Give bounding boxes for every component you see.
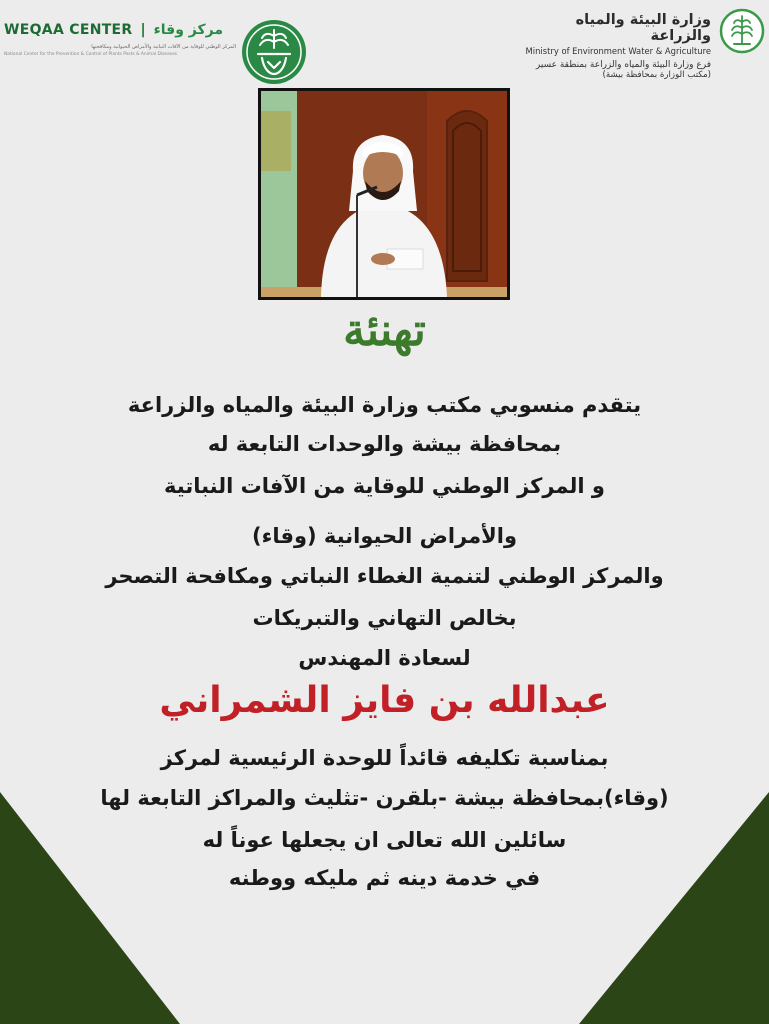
portrait-photo [258,88,510,300]
ministry-header [521,12,711,80]
body-line-7: لسعادة المهندس [298,646,471,670]
corner-decoration-left [0,792,180,1024]
ministry-logo-icon [719,8,765,54]
weqaa-header [4,22,236,58]
body-line-6: بخالص التهاني والتبريكات [252,606,517,630]
weqaa-separator: | [140,22,146,38]
body-line-5: والمركز الوطني لتنمية الغطاء النباتي ومكافحة التصحر [105,564,664,588]
body-line-3: و المركز الوطني للوقاية من الآفات النباتية [164,474,605,498]
ministry-name-ar: وزارة البيئة والمياه والزراعة [575,12,711,44]
ministry-office: (مكتب الوزارة بمحافظة بيشة) [602,70,711,80]
body-line-4: والأمراض الحيوانية (وقاء) [252,524,517,548]
body-line-1: يتقدم منسوبي مكتب وزارة البيئة والمياه والزراعة [127,393,642,417]
closing-line-4: في خدمة دينه ثم مليكه ووطنه [228,866,541,890]
portrait-illustration [261,91,507,297]
corner-decoration-right [579,792,769,1024]
weqaa-subtitle-en: National Center for the Prevention & Control of Plants Pests & Animal Diseases [4,52,178,57]
weqaa-name-en: WEQAA CENTER [4,22,133,38]
honoree-name: عبدالله بن فايز الشمراني [159,680,610,721]
closing-line-3: سائلين الله تعالى ان يجعلها عوناً له [202,828,567,852]
weqaa-logo-icon [240,18,308,86]
weqaa-subtitle-ar: المركز الوطني للوقاية من الآفات النباتية والأمراض الحيوانية ومكافحتها [91,44,236,50]
ministry-name-en: Ministry of Environment Water & Agriculture [525,46,711,56]
closing-line-2: (وقاء)بمحافظة بيشة -بلقرن -تثليث والمراكز التابعة لها [100,786,669,810]
greeting-title: تهنئة [343,305,426,356]
closing-line-1: بمناسبة تكليفه قائداً للوحدة الرئيسية لمركز [160,746,609,770]
body-line-2: بمحافظة بيشة والوحدات التابعة له [207,432,562,456]
weqaa-name-ar: مركز وقاء [153,22,224,38]
ministry-branch: فرع وزارة البيئة والمياه والزراعة بمنطقة عسير [535,60,711,70]
